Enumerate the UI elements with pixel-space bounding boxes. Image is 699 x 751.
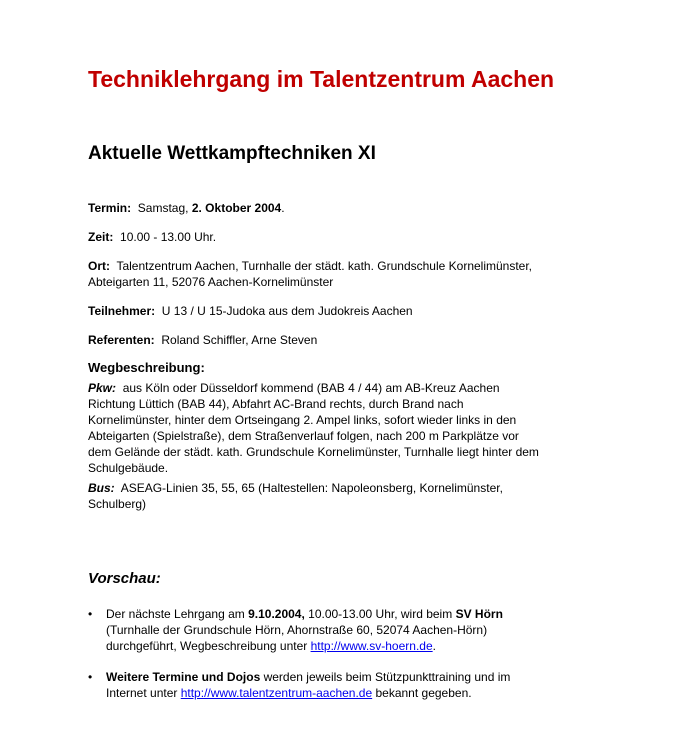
wegbeschreibung-section [88, 360, 578, 512]
ort-line-2: Abteigarten 11, 52076 Aachen-Kornelimünster [88, 275, 334, 289]
zeit-label: Zeit: [88, 230, 114, 244]
vorschau-item-1-line-1 [106, 606, 546, 622]
termin-prefix: Samstag, [137, 201, 189, 215]
item2-bold: Weitere Termine und Dojos [106, 670, 261, 684]
item1-text-a: Der nächste Lehrgang am [106, 607, 249, 621]
teilnehmer-value: U 13 / U 15-Judoka aus dem Judokreis Aachen [161, 304, 413, 318]
pkw-line-4: Abteigarten (Spielstraße), dem Straßenverlauf folgen, nach 200 m Parkplätze vor [88, 429, 519, 443]
vorschau-item-1-line-3 [106, 638, 546, 654]
item1-club: SV Hörn [455, 607, 503, 621]
bus-label: Bus: [88, 481, 115, 495]
pkw-line-1: aus Köln oder Düsseldorf kommend (BAB 4 / 44) am AB-Kreuz Aachen [122, 381, 500, 395]
pkw-paragraph [88, 380, 578, 476]
referenten-value: Roland Schiffler, Arne Steven [161, 333, 318, 347]
zeit-value: 10.00 - 13.00 Uhr. [120, 230, 217, 244]
item1-text-b: 10.00-13.00 Uhr, wird beim [304, 607, 456, 621]
bullet-icon: • [88, 607, 93, 621]
item1-date: 9.10.2004, [248, 607, 305, 621]
bus-paragraph [88, 480, 578, 512]
bus-line-2: Schulberg) [88, 497, 147, 511]
bus-line-1: ASEAG-Linien 35, 55, 65 (Haltestellen: Napoleonsberg, Kornelimünster, [120, 481, 503, 495]
bullet-icon: • [88, 670, 93, 684]
pkw-line-5: dem Gelände der städt. kath. Grundschule Kornelimünster, Turnhalle liegt hinter dem [88, 445, 539, 459]
pkw-line-2: Richtung Lüttich (BAB 44), Abfahrt AC-Brand rechts, durch Brand nach [88, 397, 464, 411]
pkw-line-3: Kornelimünster, hinter dem Ortseingang 2. Ampel links, sofort wieder links in den [88, 413, 517, 427]
teilnehmer-line [88, 303, 578, 319]
ort-block [88, 258, 578, 290]
referenten-label: Referenten: [88, 333, 155, 347]
item2-text-a: werden jeweils beim Stützpunkttraining und im [260, 670, 511, 684]
talentzentrum-link[interactable]: http://www.talentzentrum-aachen.de [180, 686, 373, 700]
document-title: Techniklehrgang im Talentzentrum Aachen [88, 66, 555, 92]
vorschau-item-2-line-1 [106, 669, 546, 685]
termin-label: Termin: [88, 201, 132, 215]
item2-line2-pre: Internet unter [106, 686, 181, 700]
termin-date: 2. Oktober 2004 [191, 201, 282, 215]
bus-line [88, 480, 578, 496]
vorschau-item-1-text [106, 606, 546, 654]
vorschau-item-2-line-2 [106, 685, 546, 701]
referenten-line [88, 332, 578, 348]
termin-line [88, 200, 578, 216]
ort-line1-text: Talentzentrum Aachen, Turnhalle der städt. kath. Grundschule Kornelimünster, [116, 259, 533, 273]
vorschau-heading: Vorschau: [88, 570, 161, 587]
document-subtitle: Aktuelle Wettkampftechniken XI [88, 143, 376, 164]
item1-line3-post: . [432, 639, 436, 653]
pkw-line-6: Schulgebäude. [88, 461, 169, 475]
pkw-label: Pkw: [88, 381, 117, 395]
item2-line2-post: bekannt gegeben. [372, 686, 472, 700]
ort-line-1 [88, 258, 578, 274]
ort-label: Ort: [88, 259, 110, 273]
pkw-line [88, 380, 578, 396]
item1-line3-pre: durchgeführt, Wegbeschreibung unter [106, 639, 311, 653]
wegbeschreibung-heading: Wegbeschreibung: [88, 360, 205, 375]
zeit-line [88, 229, 578, 245]
vorschau-item-2-text [106, 669, 546, 701]
sv-hoern-link[interactable]: http://www.sv-hoern.de [310, 639, 433, 653]
teilnehmer-label: Teilnehmer: [88, 304, 156, 318]
vorschau-item-1-line-2: (Turnhalle der Grundschule Hörn, Ahornstraße 60, 52074 Aachen-Hörn) [106, 623, 488, 637]
termin-suffix: . [281, 201, 285, 215]
